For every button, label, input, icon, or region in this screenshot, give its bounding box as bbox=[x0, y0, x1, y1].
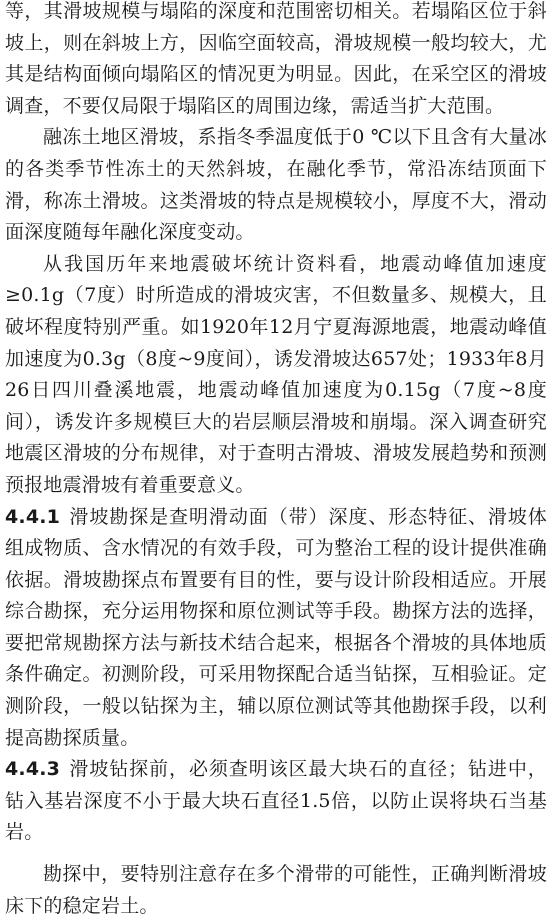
paragraph-frozen-soil-landslide bbox=[5, 122, 547, 248]
paragraph-spacer bbox=[5, 849, 547, 859]
paragraph-collapse-landslide bbox=[5, 0, 547, 122]
paragraph-text: 从我国历年来地震破坏统计资料看，地震动峰值加速度≥0.1g（7度）时所造成的滑坡灾害，不但数量多、规模大，且破坏程度特别严重。如1920年12月宁夏海源地震，地震动峰值加速度为0.3g（8度~9度间），诱发滑坡达657处；1933年8月26日四川叠溪地震，地震动峰值加速度为0.15g（7度~8度间），诱发许多规模巨大的岩层顺层滑坡和崩塌。深入调查研究地震区滑坡的分布规律，对于查明古滑坡、滑坡发展趋势和预测预报地震滑坡有着重要意义。 bbox=[5, 252, 547, 496]
paragraph-text: 融冻土地区滑坡，系指冬季温度低于0 ℃以下且含有大量冰的各类季节性冻土的天然斜坡，在融化季节，常沿冻结顶面下滑，称冻土滑坡。这类滑坡的特点是规模较小，厚度不大，滑动面深度随每年融化深度变动。 bbox=[5, 126, 547, 244]
paragraph-text: 勘探中，要特别注意存在多个滑带的可能性，正确判断滑坡床下的稳定岩土。 bbox=[5, 863, 547, 917]
paragraph-earthquake-landslide bbox=[5, 249, 547, 502]
clause-number: 4.4.3 bbox=[5, 758, 61, 781]
paragraph-text: 等，其滑坡规模与塌陷的深度和范围密切相关。若塌陷区位于斜坡上，则在斜坡上方，因临空面较高，滑坡规模一般均较大，尤其是结构面倾向塌陷区的情况更为明显。因此，在采空区的滑坡调查，不要仅局限于塌陷区的周围边缘，需适当扩大范围。 bbox=[5, 0, 547, 117]
clause-text: 滑坡钻探前，必须查明该区最大块石的直径；钻进中，钻入基岩深度不小于最大块石直径1.5倍，以防止误将块石当基岩。 bbox=[5, 758, 547, 844]
clause-number: 4.4.1 bbox=[5, 505, 61, 528]
clause-4-4-1 bbox=[5, 502, 547, 755]
paragraph-sliding-zones bbox=[5, 859, 547, 922]
clause-4-4-3 bbox=[5, 754, 547, 849]
clause-text: 滑坡勘探是查明滑动面（带）深度、形态特征、滑坡体组成物质、含水情况的有效手段，可为整治工程的设计提供准确依据。滑坡勘探点布置要有目的性，要与设计阶段相适应。开展综合勘探，充分运用物探和原位测试等手段。勘探方法的选择，要把常规勘探方法与新技术结合起来，根据各个滑坡的具体地质条件确定。初测阶段，可采用物探配合适当钻探，互相验证。定测阶段，一般以钻探为主，辅以原位测试等其他勘探手段，以利提高勘探质量。 bbox=[5, 505, 547, 749]
